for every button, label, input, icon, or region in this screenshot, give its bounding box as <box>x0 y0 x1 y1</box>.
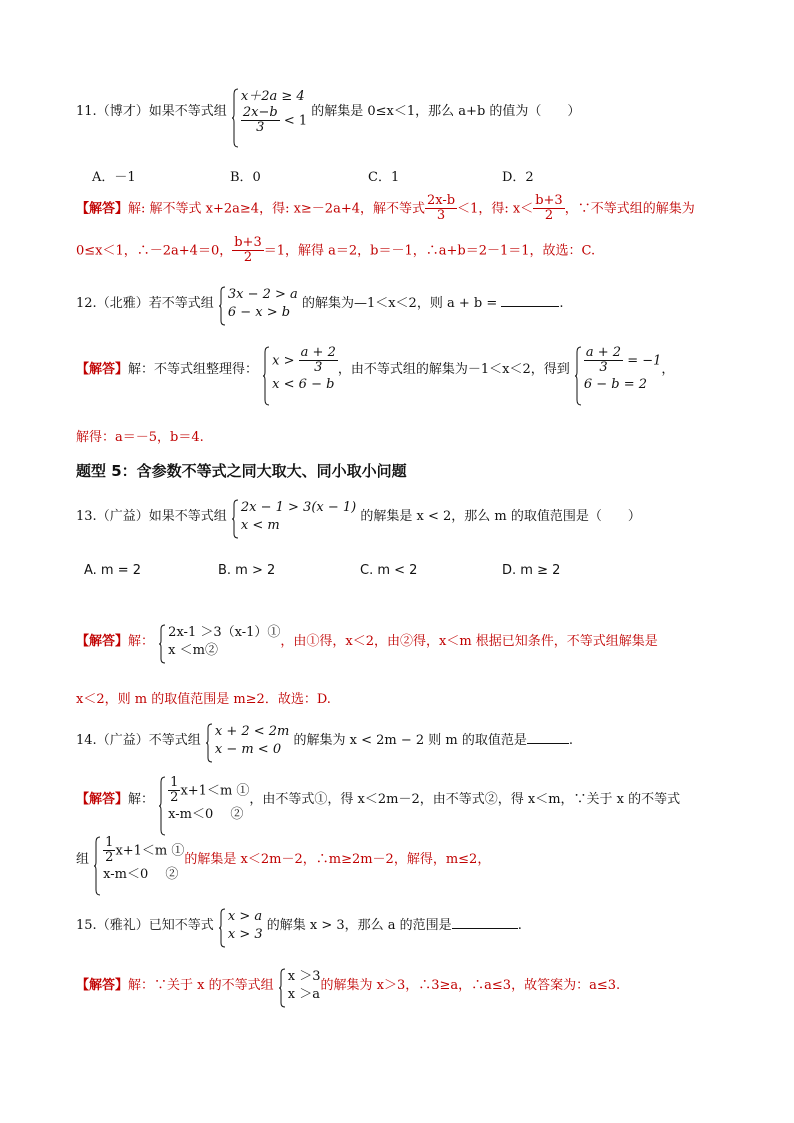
answer-tag: 【解答】 <box>76 201 129 217</box>
q13-answer-text-a: 解： <box>128 634 155 650</box>
q14-source: （广益） <box>96 733 149 749</box>
q13-lead: 如果不等式组 <box>148 509 227 525</box>
q14-answer-blank[interactable] <box>527 731 569 744</box>
q15-answer-text-b: 的解集为 x＞3，∴3≥a，∴a≤3，故答案为：a≤3. <box>320 978 621 994</box>
q11-answer-line2 <box>76 236 595 266</box>
q14-end: . <box>568 733 574 749</box>
left-brace-icon <box>205 723 213 763</box>
left-brace-icon <box>218 908 226 948</box>
q11-option-b[interactable]: B．0 <box>230 170 261 185</box>
q12-system-row2: 6 − x > b <box>227 304 291 320</box>
q15-answer-system-row2: x ＞a <box>287 986 320 1002</box>
q11-system-row2-num: 2x−b <box>242 104 278 120</box>
q14-answer-system2-row1-rest: x+1＜m ① <box>115 843 185 859</box>
q15-lead: 已知不等式 <box>148 918 214 934</box>
q11-answer-frac1-den: 3 <box>436 208 446 224</box>
left-brace-icon <box>278 968 286 1008</box>
q11-stem <box>76 88 580 135</box>
q11-answer-text-b: ＜1，得: x＜ <box>457 201 534 217</box>
q13-system-row2: x < m <box>240 517 280 533</box>
q11-number: 11. <box>76 104 97 120</box>
q15-answer-blank[interactable] <box>452 916 518 929</box>
q15-stem <box>76 908 522 943</box>
q11-answer-frac2-num: b+3 <box>535 193 563 208</box>
q12-answer-system2 <box>574 346 662 393</box>
q14-answer-text-b: ，由不等式①，得 x＜2m－2，由不等式②，得 x＜m，∵关于 x 的不等式 <box>249 792 681 808</box>
answer-tag: 【解答】 <box>76 792 129 808</box>
q12-answer-text-c: ， <box>661 362 675 378</box>
q15-system-row1: x > a <box>227 909 263 924</box>
q15-answer-system <box>278 968 321 1003</box>
q11-answer-text-c: ，∵不等式组的解集为 <box>564 201 695 217</box>
q11-answer-frac3-num: b+3 <box>234 235 262 250</box>
q15-number: 15. <box>76 918 97 934</box>
q14-answer-line1 <box>76 776 680 823</box>
q12-system-row1: 3x − 2 > a <box>227 287 298 302</box>
q14-system-row1: x + 2 < 2m <box>214 724 290 739</box>
q11-system-row2-den: 3 <box>256 119 265 135</box>
q11-source: （博才） <box>96 104 149 120</box>
q12-number: 12. <box>76 296 97 312</box>
q15-answer-line1 <box>76 968 620 1003</box>
q11-option-d[interactable]: D．2 <box>502 170 534 185</box>
q11-lead: 如果不等式组 <box>148 104 227 120</box>
left-brace-icon <box>93 836 101 896</box>
q11-answer-text-d: 0≤x＜1，∴－2a+4＝0， <box>76 243 233 259</box>
left-brace-icon <box>262 346 270 406</box>
q13-option-a[interactable]: A. m = 2 <box>84 563 142 578</box>
q12-lead: 若不等式组 <box>148 296 214 312</box>
answer-tag: 【解答】 <box>76 978 129 994</box>
q13-number: 13. <box>76 509 97 525</box>
q15-source: （雅礼） <box>96 918 149 934</box>
q14-system <box>205 723 290 758</box>
left-brace-icon <box>158 776 166 836</box>
q13-system-row1: 2x − 1 > 3(x − 1) <box>240 500 357 515</box>
q12-answer-system-row1-den: 3 <box>314 360 323 376</box>
q13-answer-system-row1: 2x-1 ＞3（x-1）① <box>168 625 281 640</box>
left-brace-icon <box>231 499 239 539</box>
q15-end: . <box>517 918 522 934</box>
q14-answer-system <box>158 776 249 823</box>
q12-system <box>218 286 298 321</box>
q11-tail: 的解集是 0≤x＜1，那么 a+b 的值为（ ） <box>311 104 581 120</box>
left-brace-icon <box>231 88 239 148</box>
left-brace-icon <box>574 346 582 406</box>
q12-answer-line2: 解得：a＝－5，b＝4. <box>76 430 204 445</box>
q14-answer-system-row1-num: 1 <box>170 775 179 790</box>
q13-option-b[interactable]: B. m > 2 <box>218 563 276 578</box>
left-brace-icon <box>218 286 226 326</box>
q14-lead: 不等式组 <box>148 733 201 749</box>
q15-answer-system-row1: x ＞3 <box>287 969 321 984</box>
q11-answer-frac2-den: 2 <box>544 208 554 224</box>
q13-answer-line1 <box>76 624 658 659</box>
q12-answer-system-row1-num: a + 2 <box>300 345 336 360</box>
q11-answer-frac3-den: 2 <box>243 250 253 266</box>
q14-system-row2: x − m < 0 <box>214 741 282 757</box>
q12-end: . <box>559 296 564 312</box>
q11-system-row2-rhs: < 1 <box>283 112 308 128</box>
q14-answer-system-row2: x-m＜0 ② <box>168 806 244 822</box>
q11-system <box>231 88 307 135</box>
q12-source: （北雅） <box>96 296 149 312</box>
q13-option-c[interactable]: C. m < 2 <box>360 563 418 578</box>
q12-answer-text-a: 解：不等式组整理得： <box>128 362 259 378</box>
q12-tail: 的解集为—1＜x＜2，则 a + b = <box>301 296 502 312</box>
left-brace-icon <box>158 624 166 664</box>
q12-answer-system2-row1-num: a + 2 <box>585 345 622 360</box>
q14-answer-text-d: 的解集是 x＜2m－2，∴m≥2m－2，解得，m≤2， <box>184 852 491 868</box>
q12-answer-system2-row1-rhs: = −1 <box>627 353 662 369</box>
q14-answer-system2-row1-den: 2 <box>105 850 114 866</box>
q11-answer-text-e: ＝1，解得 a＝2，b＝－1，∴a+b＝2－1＝1，故选：C. <box>263 243 596 259</box>
q13-system <box>231 499 356 534</box>
q12-answer-system2-row2: 6 − b = 2 <box>583 376 648 392</box>
q13-answer-line2: x＜2，则 m 的取值范围是 m≥2．故选：D. <box>76 692 331 707</box>
q12-answer-blank[interactable] <box>501 294 559 307</box>
q13-source: （广益） <box>96 509 149 525</box>
q11-answer-text-a: 解: 解不等式 x+2a≥4，得: x≥－2a+4，解不等式 <box>128 201 425 217</box>
q13-tail: 的解集是 x < 2，那么 m 的取值范围是（ ） <box>360 509 641 525</box>
q12-answer-system2-row1-den: 3 <box>599 360 608 376</box>
q12-answer-system-row2: x < 6 − b <box>272 376 335 392</box>
q12-answer-system-row1-lhs: x > <box>272 353 295 369</box>
q12-answer-line1 <box>76 346 674 393</box>
q12-stem <box>76 286 564 321</box>
q13-answer-system <box>158 624 280 659</box>
section-heading: 题型 5：含参数不等式之同大取大、同小取小问题 <box>76 462 407 480</box>
q14-answer-text-a: 解： <box>128 792 155 808</box>
q13-answer-system-row2: x ＜m② <box>168 642 218 658</box>
q14-answer-system2-row2: x-m＜0 ② <box>103 866 179 882</box>
q11-answer-frac1-num: 2x-b <box>427 193 456 208</box>
q11-option-c[interactable]: C．1 <box>368 170 400 185</box>
q14-number: 14. <box>76 733 97 749</box>
q14-stem <box>76 723 573 758</box>
q12-answer-system <box>262 346 338 393</box>
q14-tail: 的解集为 x < 2m − 2 则 m 的取值范是 <box>293 733 527 749</box>
q11-system-row1: x＋2a ≥ 4 <box>240 89 305 104</box>
q15-system-row2: x > 3 <box>227 926 263 942</box>
q11-answer-line1 <box>76 194 695 224</box>
q12-answer-text-b: ，由不等式组的解集为－1＜x＜2，得到 <box>337 362 570 378</box>
answer-tag: 【解答】 <box>76 362 129 378</box>
answer-tag: 【解答】 <box>76 634 129 650</box>
q14-answer-text-c: 组 <box>76 852 90 868</box>
q13-answer-text-b: ，由①得，x＜2，由②得，x＜m 根据已知条件，不等式组解集是 <box>280 634 658 650</box>
q11-option-a[interactable]: A．－1 <box>92 170 136 185</box>
q14-answer-system2-row1-num: 1 <box>105 835 114 850</box>
q13-stem <box>76 499 641 534</box>
q15-system <box>218 908 263 943</box>
q15-tail: 的解集 x > 3，那么 a 的范围是 <box>266 918 452 934</box>
q15-answer-text-a: 解：∵关于 x 的不等式组 <box>128 978 274 994</box>
q14-answer-line2 <box>76 836 490 883</box>
q14-answer-system-row1-den: 2 <box>170 790 179 806</box>
q13-option-d[interactable]: D. m ≥ 2 <box>502 563 561 578</box>
q14-answer-system-row1-rest: x+1＜m ① <box>180 783 250 799</box>
q14-answer-system2 <box>93 836 184 883</box>
